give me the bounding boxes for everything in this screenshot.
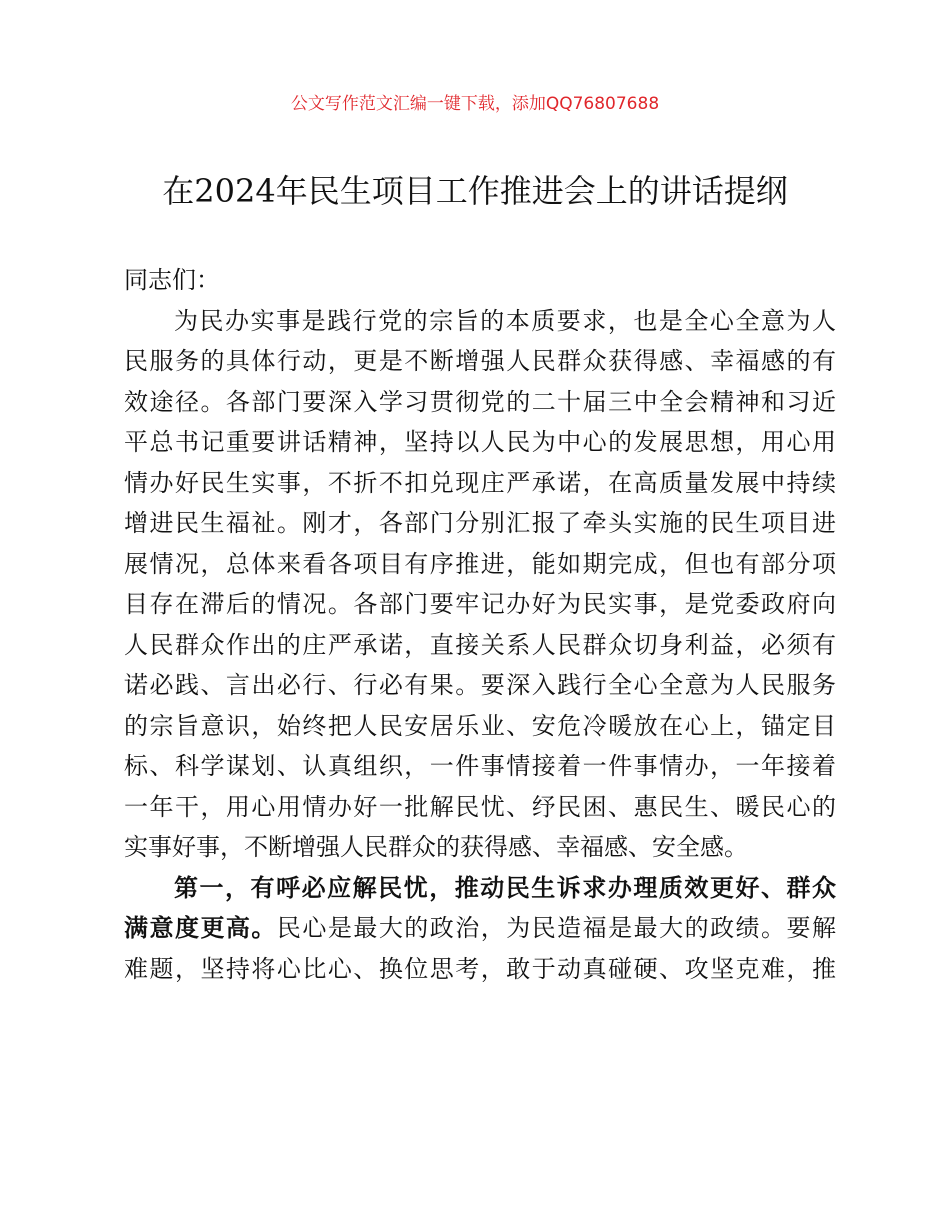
document-title: 在2024年民生项目工作推进会上的讲话提纲 (162, 172, 788, 210)
text-line (124, 908, 836, 949)
text-line: 情办好民生实事，不折不扣兑现庄严承诺，在高质量发展中持续 (124, 468, 836, 497)
document-body (124, 260, 836, 989)
section-heading: 第一，有呼必应解民忧，推动民生诉求办理质效更好、群众 (174, 873, 836, 902)
paragraph-intro (124, 301, 836, 868)
text-line: 增进民生福祉。刚才，各部门分别汇报了牵头实施的民生项目进 (124, 509, 836, 537)
text-line: 展情况，总体来看各项目有序推进，能如期完成，但也有部分项 (124, 549, 836, 578)
salutation: 同志们： (124, 266, 220, 294)
text-line: 标、科学谋划、认真组织，一件事情接着一件事情办，一年接着 (124, 752, 836, 780)
text-line: 难题，坚持将心比心、换位思考，敢于动真碰硬、攻坚克难，推 (124, 954, 836, 983)
text-line: 实事好事，不断增强人民群众的获得感、幸福感、安全感。 (124, 833, 748, 861)
text-line: 人民群众作出的庄严承诺，直接关系人民群众切身利益，必须有 (124, 630, 836, 659)
text-line: 效途径。各部门要深入学习贯彻党的二十届三中全会精神和习近 (124, 387, 836, 416)
section-heading-end: 满意度更高。 (124, 914, 277, 942)
text-line: 诺必践、言出必行、行必有果。要深入践行全心全意为人民服务 (124, 671, 836, 699)
text-line: 的宗旨意识，始终把人民安居乐业、安危冷暖放在心上，锚定目 (124, 711, 836, 740)
text-line: 目存在滞后的情况。各部门要牢记办好为民实事，是党委政府向 (124, 590, 836, 618)
download-banner: 公文写作范文汇编一键下载，添加QQ76807688 (290, 94, 660, 114)
text-span: 民心是最大的政治，为民造福是最大的政绩。要解 (276, 914, 837, 942)
text-line: 平总书记重要讲话精神，坚持以人民为中心的发展思想，用心用 (124, 428, 836, 456)
paragraph-first-point (124, 868, 836, 990)
text-line: 民服务的具体行动，更是不断增强人民群众获得感、幸福感的有 (124, 347, 836, 375)
text-line: 为民办实事是践行党的宗旨的本质要求，也是全心全意为人 (174, 306, 836, 335)
text-line: 一年干，用心用情办好一批解民忧、纾民困、惠民生、暖民心的 (124, 792, 836, 821)
